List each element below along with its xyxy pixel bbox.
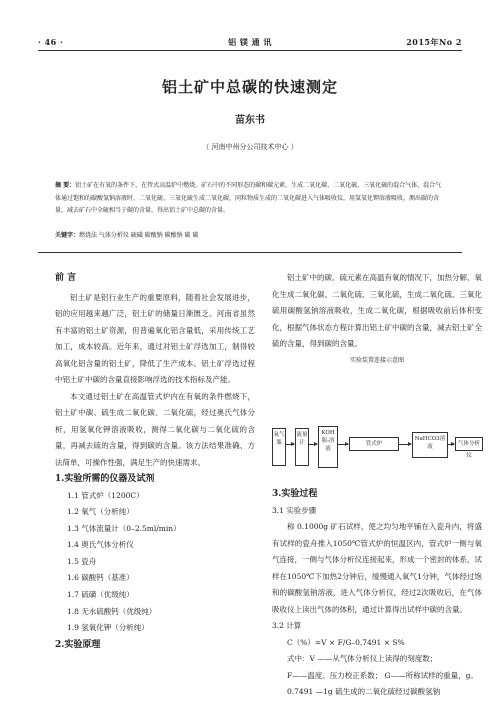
formula: C（%）=V × F/G–0.7491 × S% (287, 637, 405, 647)
section1-title: 1.实验所需的仪器及试剂 (55, 474, 155, 484)
principle-paragraph: 铝土矿中的碳、硫元素在高温有氧的情况下，加热分解、氧化生成二氧化碳、二氧化硫、三氧化硫，生成二氧化硫、三氧化硫用碳酸氢钠溶液吸收，生成二氧化碳，根据吸收前后体积变化，根据气体状态方程计算出铝土矿中碳的含量，减去铝土矿全硫的含量，得到碳的含量。 (272, 273, 482, 348)
arrow-icon (399, 444, 411, 445)
preface-paragraph-1: 铝土矿是铝行业生产的重要原料，随着社会发展进步，铝的应用越来越广泛，铝土矿的储量日渐匮乏。河南省虽然有丰富的铝土矿资源，但普遍氧化铝含量低，采用传统工艺加工，成本较高。近年来，通过对铝土矿浮选加工，制得较高氧化铝含量的铝土矿，降低了生产成本。铝土矿浮选过程中铝土矿中碳的含量直接影响浮选的技术指标及产能。 (55, 292, 255, 384)
section2-title: 2.实验原理 (55, 639, 101, 650)
oxygen-box: 氧气瓶 (272, 428, 286, 466)
arrow-icon (338, 444, 348, 445)
flowmeter-box: 流量计 (295, 428, 309, 466)
right-column-top (272, 270, 482, 367)
abstract (55, 180, 447, 218)
formula-desc-1: 式中：V ——从气体分析仪上读得的刻度数； (287, 654, 438, 663)
nahco3-box: NaHCO3溶液 (412, 432, 448, 458)
list-item: 1.7 硫磺（优级纯） (67, 590, 134, 600)
procedure-paragraph: 称 0.1000g 矿石试样，使之均匀地平铺在入瓷舟内，将盛有试样的瓷舟推入1050℃管式炉的恒温区内，管式炉一侧与氧气连接，一侧与气体分析仪连接起来，形成一个密封的体系，试样在1050℃下加热2分钟后，缓慢通入氧气1分钟，气体经过饱和的碳酸氢钠溶液，进入气体分析仪，经过2次吸收后，在气体吸收仪上读出气体的体积，通过计算得出试样中碳的含量。 (272, 522, 482, 614)
abstract-rule (38, 252, 462, 253)
preface-paragraph-2: 本文通过铝土矿在高温管式炉内在有氧的条件燃烧下，铝土矿中碳、硫生成二氧化碳、二氧化硫，经过奥氏气体分析，用氢氧化钾溶液吸收，测得二氧化碳与二氧化硫的含量，再减去硫的含量，得到碳的含量。该方法结果准确、方法简单，可操作性强，满足生产的快速需求。 (55, 391, 255, 467)
arrow-icon (309, 444, 317, 445)
abstract-text: 铝土矿在有氧的条件下，在管式高温炉中燃烧，矿石中的不同形态的碳和碳元素，生成二氧化碳、二氧化硫、三氧化硫的混合气体，混合气体通过饱和的碳酸氢钠溶液时，二氧化硫、三氧化硫生成二氧化碳，同粒物质生成的二氧化碳进入气体吸收仪，用氢氧化钾溶液吸收，测出碳的含量，减去矿石中全硫相当于碳的含量，得出铝土矿中总碳的含量。 (55, 182, 442, 214)
tube-furnace-box: 管式炉 (349, 437, 399, 451)
list-item: 1.3 气体流量计（0–2.5ml/min） (67, 523, 181, 533)
list-item: 1.9 氢氧化钾（分析纯） (67, 623, 149, 633)
formula-desc-2: F——温度、压力校正系数； G——所称试样的重量，g。 (287, 670, 478, 680)
author: 苗东书 (235, 115, 265, 126)
section3-title: 3.实验过程 (272, 489, 318, 499)
diagram-caption: 实验装置连接示意图 (349, 356, 404, 364)
gas-analyzer-box: 气体分析仪 (455, 437, 483, 451)
abstract-label: 摘 要： (55, 182, 76, 189)
list-item: 1.1 管式炉（1200C） (67, 490, 144, 500)
preface-title: 前 言 (55, 273, 77, 283)
right-column-bottom (272, 486, 482, 701)
affiliation: （ 河南中州分公司技术中心 ） (202, 143, 298, 151)
article-title: 铝土矿中总碳的快速测定 (161, 78, 338, 96)
list-item: 1.8 无水硫酸钙（优级纯） (67, 606, 157, 616)
apparatus-diagram (272, 418, 482, 474)
journal-name: 铝 镁 通 讯 (228, 37, 272, 47)
sub32-title: 3.2 计算 (272, 621, 302, 630)
page-number: · 46 · (38, 37, 64, 47)
list-item: 1.4 奥氏气体分析仪 (67, 540, 134, 550)
arrow-icon (448, 444, 454, 445)
sub31-title: 3.1 实验步骤 (272, 505, 317, 515)
header-rule (38, 50, 462, 51)
left-column (55, 270, 255, 653)
issue-label: 2015年No 2 (406, 37, 462, 47)
keywords (55, 230, 447, 241)
keywords-text: 燃烧法 气体分析仪 硫磺 碳酸钠 碳酸钠 碳 碳 (79, 232, 199, 239)
arrow-icon (286, 444, 294, 445)
list-item: 1.6 碳酸钙（基准） (67, 573, 134, 583)
keywords-label: 关键字： (55, 232, 80, 239)
list-item: 1.5 瓷舟 (67, 556, 97, 566)
koh-box: KOH瓶-溶液 (318, 426, 338, 468)
formula-desc-3: 0.7491 —1g 硫生成的二氧化硫经过碳酸氢钠 (287, 687, 441, 696)
list-item: 1.2 氧气（分析纯） (67, 507, 134, 517)
